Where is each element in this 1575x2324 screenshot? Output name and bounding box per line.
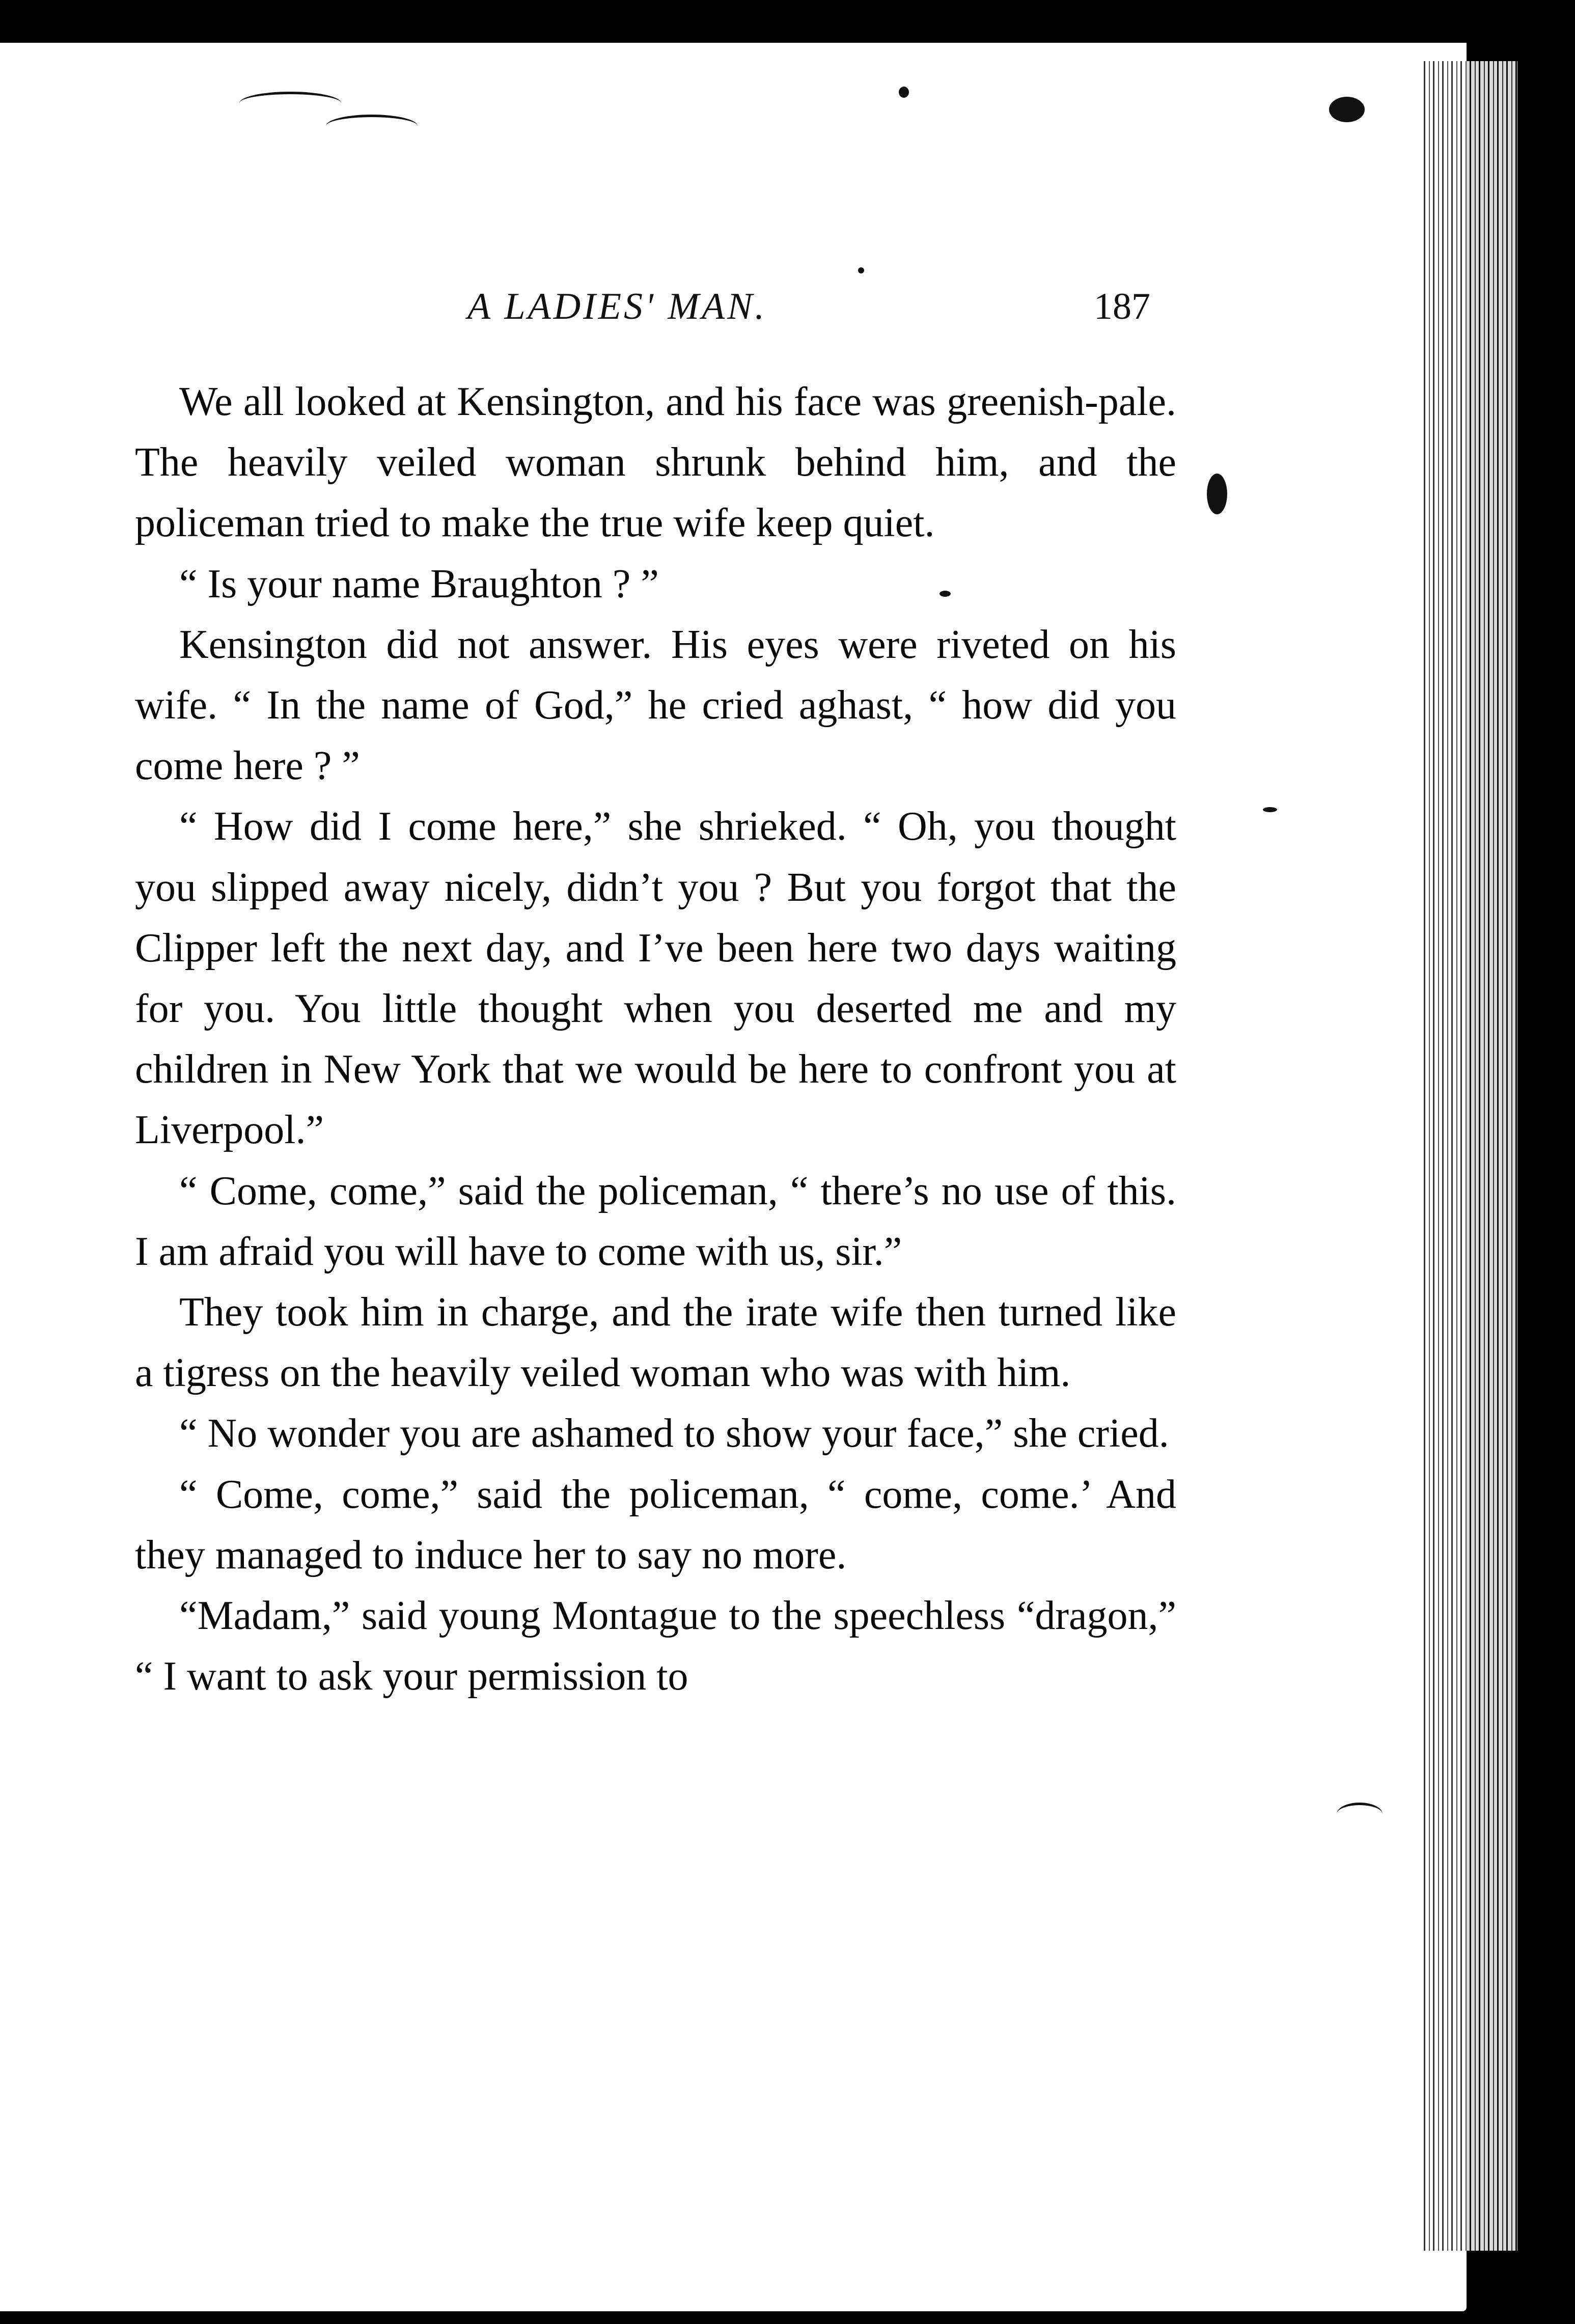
paragraph: “Madam,” said young Montague to the speechless “dragon,” “ I want to ask your permission to xyxy=(135,1593,1176,1699)
scan-speck xyxy=(940,591,951,597)
paragraph: “ How did I come here,” she shrieked. “ Oh, you thought you slipped away nicely, didn’t you ? But you forgot that the Clipper left the next day, and I’ve been here two days waiting for you. You little thought when you deserted me and my children in New York that we would be here to confront you at Liverpool.” xyxy=(135,804,1176,1153)
paragraph: They took him in charge, and the irate wife then turned like a tigress on the heavily veiled woman who was with him. xyxy=(135,1290,1176,1396)
scan-speck xyxy=(899,87,909,98)
scan-speck xyxy=(1207,474,1227,514)
scan-scratch xyxy=(1337,1803,1383,1825)
paragraph: “ Come, come,” said the policeman, “ there’s no use of this. I am afraid you will have to come with us, sir.” xyxy=(135,1168,1176,1274)
scan-speck xyxy=(858,267,864,273)
page-edge-shadow xyxy=(1421,61,1517,2251)
scan-speck xyxy=(1329,97,1365,122)
scan-speck xyxy=(1263,807,1277,812)
paragraph: “ No wonder you are ashamed to show your face,” she cried. xyxy=(179,1411,1169,1456)
paragraph: “ Come, come,” said the policeman, “ come, come.’ And they managed to induce her to say no more. xyxy=(135,1472,1176,1578)
page-header xyxy=(0,0,1575,356)
page-number: 187 xyxy=(1094,286,1150,327)
paragraph: Kensington did not answer. His eyes were riveted on his wife. “ In the name of God,” he cried aghast, “ how did you come here ? ” xyxy=(135,622,1176,789)
scan-scratch xyxy=(239,92,341,115)
running-title: A LADIES' MAN. xyxy=(467,286,767,327)
paragraph: “ Is your name Braughton ? ” xyxy=(179,561,659,606)
paragraph: We all looked at Kensington, and his face was greenish-pale. The heavily veiled woman shrunk behind him, and the policeman tried to make the true wife keep quiet. xyxy=(135,379,1176,546)
body-text xyxy=(135,372,1176,1707)
scan-scratch xyxy=(326,115,418,137)
